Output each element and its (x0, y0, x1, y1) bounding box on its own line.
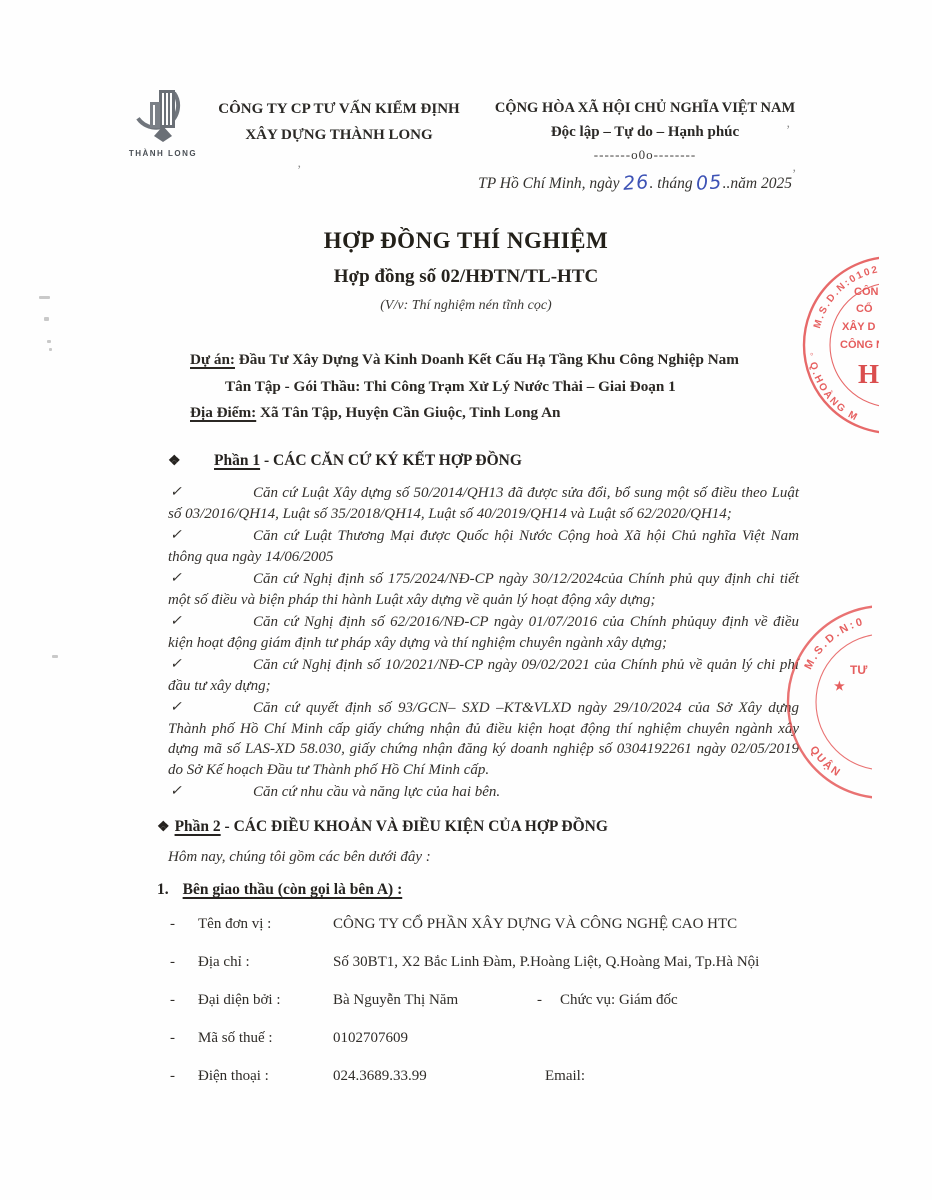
row-dash: - (170, 1068, 175, 1084)
row-dash: - (170, 1030, 175, 1046)
party-a-number: 1. (157, 881, 169, 898)
stamp-center-line: CÔN (854, 286, 879, 298)
svg-text:◦ Q.HOÀNG M (805, 352, 860, 424)
list-item: ✓ Căn cứ quyết định số 93/GCN– SXD –KT&VLXD ngày 29/10/2024 của Sở Xây dựng Thành phố Hồ Chí Minh cấp giấy chứng nhận đủ điều kiện hoạt động thí nghiệm chuyên ngành xây dựng mã số LAS-XD 58.030, giấy chứng nhận đăng ký doanh nghiệp số 0304192261 ngày 02/05/2019 do Sở Kế hoạch Đầu tư Thành phố Hồ Chí Minh cấp. (168, 700, 799, 778)
list-item: ✓ Căn cứ Nghị định số 175/2024/NĐ-CP ngày 30/12/2024của Chính phủ quy định chi tiết một số điều và biện pháp thi hành Luật xây dựng về quản lý hoạt động xây dựng; (168, 571, 799, 608)
stamp-center-line: XÂY D (842, 321, 876, 333)
stamp-arc-text: ◦ Q.HOÀNG M (805, 351, 861, 424)
svg-text:M.S.D.N:0 (802, 615, 866, 671)
check-icon: ✓ (170, 784, 182, 799)
project-label: Dự án: (190, 351, 235, 368)
stamp-star-icon: ★ (834, 679, 845, 693)
list-item: ✓ Căn cứ Luật Xây dựng số 50/2014/QH13 đã được sửa đổi, bổ sung một số điều theo Luật số 03/2016/QH14, Luật số 35/2018/QH14, Luật số 40/2019/QH14 và Luật số 62/2020/QH14; (168, 485, 799, 522)
party-a-heading (157, 881, 402, 899)
row-dash: - (537, 992, 542, 1008)
position-label: Chức vụ: Giám đốc (560, 992, 678, 1008)
row-value (333, 1068, 828, 1085)
section2-title: - CÁC ĐIỀU KHOẢN VÀ ĐIỀU KIỆN CỦA HỢP ĐỒNG (220, 818, 608, 835)
row-value (333, 992, 828, 1009)
row-value: CÔNG TY CỔ PHẦN XÂY DỰNG VÀ CÔNG NGHỆ CAO HTC (333, 916, 738, 932)
stamp-arc-text: QUẬN (807, 743, 844, 780)
handwritten-day: 26 (622, 171, 651, 195)
row-label: Điện thoại : (198, 1068, 269, 1084)
stamp-center-initial: H (858, 359, 880, 389)
row-label: Đại diện bởi : (198, 992, 281, 1008)
check-icon: ✓ (170, 571, 182, 586)
list-item: ✓ Căn cứ Nghị định số 10/2021/NĐ-CP ngày 09/02/2021 của Chính phủ về quản lý chi phí đầu tư xây dựng; (168, 657, 799, 694)
detail-row-unit-name (168, 916, 828, 954)
location-label: Địa Điểm: (190, 404, 257, 421)
project-line1: Dự án: Đầu Tư Xây Dựng Và Kinh Doanh Kết Cấu Hạ Tầng Khu Công Nghiệp Nam (190, 351, 739, 368)
section2-label: Phần 2 (174, 818, 221, 835)
company-line2: XÂY DỰNG THÀNH LONG (245, 127, 433, 143)
row-dash: - (170, 916, 175, 932)
stamp-center-line: TƯ (850, 663, 868, 677)
phone-number: 024.3689.33.99 (333, 1068, 427, 1084)
row-dash: - (170, 992, 175, 1008)
location-line: Địa Điểm: Xã Tân Tập, Huyện Cần Giuộc, Tỉnh Long An (190, 404, 561, 421)
thanh-long-logo-icon (126, 86, 200, 148)
logo-caption: THÀNH LONG (128, 149, 198, 158)
list-item: ✓ Căn cứ Nghị định số 62/2016/NĐ-CP ngày 01/07/2016 của Chính phủquy định về điều kiện hoạt động giám định tư pháp xây dựng và thí nghiệm chuyên ngành xây dựng; (168, 614, 799, 651)
representative-name: Bà Nguyễn Thị Năm (333, 992, 459, 1008)
check-icon: ✓ (170, 700, 182, 715)
national-header-block (486, 96, 804, 165)
party-a-title: Bên giao thầu (còn gọi là bên A) : (182, 881, 403, 898)
svg-text:QUẬN (807, 744, 843, 780)
row-label: Mã số thuế : (198, 1030, 273, 1046)
detail-row-address (168, 954, 828, 992)
stamp-center-line: CỔ (856, 303, 873, 315)
section1-title: - CÁC CĂN CỨ KÝ KẾT HỢP ĐỒNG (260, 452, 522, 469)
legal-basis-list (168, 483, 799, 805)
detail-row-phone (168, 1068, 828, 1106)
check-icon: ✓ (170, 657, 182, 672)
section2-intro: Hôm nay, chúng tôi gồm các bên dưới đây : (168, 849, 431, 865)
row-dash: - (170, 954, 175, 970)
detail-row-tax-code (168, 1030, 828, 1068)
document-title: HỢP ĐỒNG THÍ NGHIỆM (323, 228, 609, 253)
national-motto: Độc lập – Tự do – Hạnh phúc (550, 124, 740, 140)
stamp-arc-text: M.S.D.N:01027 (811, 263, 888, 330)
separator-line: -------o0o-------- (593, 147, 697, 162)
handwritten-month: 05 (695, 171, 724, 195)
check-icon: ✓ (170, 614, 182, 629)
row-value: Số 30BT1, X2 Bắc Linh Đàm, P.Hoàng Liệt, Q.Hoàng Mai, Tp.Hà Nội (333, 954, 760, 970)
date-suffix: ..năm 2025 (722, 175, 792, 192)
list-item: ✓ Căn cứ Luật Thương Mại được Quốc hội Nước Cộng hoà Xã hội Chủ nghĩa Việt Nam thông qua ngày 14/06/2005 (168, 528, 799, 565)
diamond-bullet-icon: ❖ (157, 820, 170, 835)
row-value: 0102707609 (333, 1030, 408, 1046)
company-line1: CÔNG TY CP TƯ VẤN KIỂM ĐỊNH (218, 101, 460, 117)
company-logo (116, 86, 210, 158)
date-prefix: TP Hồ Chí Minh, ngày (478, 175, 624, 192)
contract-number: Hợp đồng số 02/HĐTN/TL-HTC (333, 266, 599, 287)
project-line2: Tân Tập - Gói Thầu: Thi Công Trạm Xử Lý Nước Thải – Giai Đoạn 1 (225, 377, 676, 395)
section1-label: Phần 1 (214, 452, 261, 469)
section2-heading (157, 818, 857, 836)
list-item: ✓ Căn cứ nhu cầu và năng lực của hai bên. (168, 782, 799, 803)
stamp-arc-text: M.S.D.N:0 (802, 615, 867, 672)
stamp-center-line: CÔNG N (840, 339, 884, 351)
scan-artifact (44, 317, 49, 321)
date-line (400, 171, 792, 193)
scan-artifact (39, 296, 50, 299)
row-label: Địa chỉ : (198, 954, 250, 970)
scan-artifact (47, 340, 51, 343)
date-mid: . tháng (649, 175, 697, 192)
contract-subject: (V/v: Thí nghiệm nén tĩnh cọc) (380, 298, 552, 313)
row-label: Tên đơn vị : (198, 916, 272, 932)
email-label: Email: (545, 1068, 585, 1084)
scan-artifact: ’ (297, 162, 302, 177)
scan-artifact (49, 348, 52, 351)
scan-artifact: ’ (786, 122, 791, 137)
scan-artifact: ’ (792, 166, 797, 181)
diamond-bullet-icon: ❖ (168, 454, 181, 469)
project-info (190, 347, 804, 427)
section1-heading (168, 452, 828, 470)
check-icon: ✓ (170, 485, 182, 500)
check-icon: ✓ (170, 528, 182, 543)
company-name-block (208, 96, 470, 148)
national-title: CỘNG HÒA XÃ HỘI CHỦ NGHĨA VIỆT NAM (494, 100, 796, 116)
detail-row-representative (168, 992, 828, 1030)
scan-artifact (52, 655, 58, 658)
